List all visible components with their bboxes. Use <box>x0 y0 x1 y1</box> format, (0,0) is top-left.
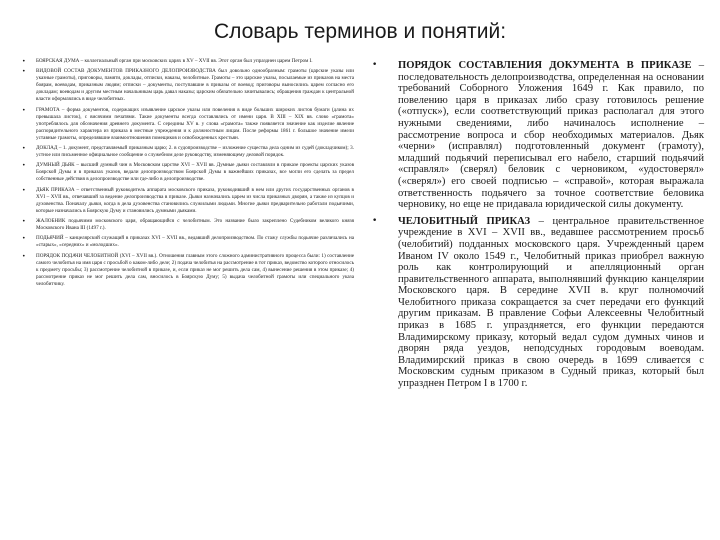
glossary-term: ЖАЛОБНИК <box>36 218 66 225</box>
bullet-icon: • <box>372 60 378 70</box>
right-column <box>372 60 704 395</box>
bullet-icon: • <box>22 235 26 243</box>
glossary-item <box>22 235 354 249</box>
glossary-definition: – коллегиальный орган при московских царях в XV – XVII вв. Этот орган был упразднен царем Петром I. <box>79 58 313 64</box>
bullet-icon: • <box>22 58 26 65</box>
glossary-item <box>22 218 354 232</box>
glossary-term: ПОРЯДОК ПОДАЧИ ЧЕЛОБИТНОЙ <box>36 252 119 259</box>
glossary-definition: подьячими московского царя, обращающийся с челобитным. Это название было закреплено Судебником великого князя Московского Ивана III (1497 г.). <box>36 218 354 232</box>
bullet-icon: • <box>22 68 26 76</box>
bullet-icon: • <box>22 162 26 170</box>
bullet-icon: • <box>372 215 378 226</box>
glossary-item <box>22 253 354 288</box>
glossary-term: ДОКЛАД <box>36 145 58 152</box>
bullet-icon: • <box>22 186 26 194</box>
glossary-item <box>22 187 354 215</box>
glossary-term: БОЯРСКАЯ ДУМА <box>36 58 80 64</box>
glossary-definition: был довольно однообразным: грамоты (царские указы или указные грамоты), приговоры, памяти, доклады, отписки, наказы, челобитные. Грамоты – это царские указы, посылаемые из приказов на места боярам, воеводам, приказным людям; отписки – документы, поступавшие в приказы от воевод; приговоры выносились царем согласно его докладам; воеводам и другим местным начальникам царь давал наказы; царским обязательно зачитывались; обращения граждан к центральной власти оформлялись в виде челобитных. <box>36 68 355 103</box>
glossary-item <box>22 145 354 159</box>
bullet-icon: • <box>22 106 26 114</box>
glossary-item <box>22 162 354 183</box>
glossary-term: ДЬЯК ПРИКАЗА <box>36 186 75 193</box>
left-column <box>22 58 354 291</box>
glossary-term: ЧЕЛОБИТНЫЙ ПРИКАЗ <box>398 215 531 227</box>
glossary-term: ВИДОВОЙ СОСТАВ ДОКУМЕНТОВ ПРИКАЗНОГО ДЕЛОПРОИЗВОДСТВА <box>36 68 216 75</box>
page-title: Словарь терминов и понятий: <box>213 20 507 43</box>
glossary-definition: (XVI – XVII вв.). Отношения главным этого сложного административного процесса были: 1) составление самого челобитья на имя царя с просьбой о каком-либо деле; 2) подача челобитья на рассмотрение в тот приказ, ведомство которого относилось к предмету просьбы; 3) рассмотрение челобитной в приказе, и, если приказ не мог решить дела сам, 4) вынесение решения в этом приказе; 4) рассмотрение приказ не мог решить дела сам, вносилось в Боярскую Думу; 5) выдача челобитной грамоты или специального указа челобитчику. <box>36 252 354 287</box>
glossary-definition: – 1. документ, представляемый приказным царю; 2. в судопроизводстве – изложение существа дела одним из судей (докладчиком); 3. устное или письменное официальное сообщение о служебном деле руководству, изменяющему деловой порядок. <box>36 145 354 159</box>
glossary-term: ПОДЬЯЧИЙ <box>36 235 64 242</box>
bullet-icon: • <box>22 145 26 153</box>
glossary-item <box>22 68 354 103</box>
bullet-icon: • <box>22 252 26 260</box>
glossary-item <box>372 216 704 390</box>
glossary-term: ДУМНЫЙ ДЬЯК <box>36 162 75 169</box>
glossary-item <box>22 58 354 65</box>
glossary-term: ГРАМОТА <box>36 106 60 113</box>
glossary-term: ПОРЯДОК СОСТАВЛЕНИЯ ДОКУМЕНТА В ПРИКАЗЕ <box>398 60 692 71</box>
glossary-definition: – высший думный чин в Московском царстве XVI – XVII вв. Думные дьяки составляли в приказе проекты царских указов Боярской Думы и в приказах указов, ведали делопроизводством Боярской Думы в важнейших приказах, все могли его сделать за предел собственные действия в делопроизводстве или где-либо в делопроизводстве. <box>36 162 354 183</box>
glossary-definition: – центральное правительственное учреждение в XVI – XVII вв., ведавшее рассмотрением просьб (челобитий) подданных московского царя. Учрежденный царем Иваном IV около 1549 г., Челобитный приказ приобрел важную роль как контролирующий и апелляционный орган правительственного аппарата, выполнявший функцию канцелярии Московского царя. В середине XVII в. круг полномочий Челобитного приказа сокращается за счет передачи его функций другим приказам. В правление Софьи Алексеевны Челобитный приказ в 1685 г. упраздняется, его функции передаются Владимирскому приказу, который ведал судом думных чинов и дворян ряда уездов, неподсудных городовым воеводам. Владимирский приказ в свою очередь в 1699 сливается с Московским судным приказом в Судный приказ, который был упразднен Петром I в 1700 г. <box>398 215 705 390</box>
glossary-definition: – форма документов, содержащих изъявление царское указы или повеления в виде больших широких листов бумаги (длина их превышала листок), с висячими печатями. Такие документы всегда составлялись от имени царя. В XIII – XIX вв. слово «грамота» употреблялось для обозначения древнего документа. С середины XV в. у слова «грамота» также появляется значение как изделие явление распорядительного характера из приказа в местные учреждения и к должностным лицам. После реформы 1861 г. большое значение имели уставные грамоты, определявшие взаимоотношения помещиков и освобожденных крестьян. <box>36 106 354 141</box>
bullet-icon: • <box>22 218 26 226</box>
glossary-definition: – последовательность делопроизводства, определенная на основании требований Соборного Уложения 1649 г. Как правило, по повелению царя в приказах либо сразу готовилось решение («отпуск»), если соответствующий приказ располагал для этого нужными сведениями, либо начиналось исполнение – рассмотрение вопроса и сбор необходимых материалов. Дьяк «черни» (исправлял) подготовленный документ (грамоту), младший подьячий переписывал его набело, старший подьячий «справлял» (сверял) беловик с черновиком, «удостоверял» («сверял») его своей подписью – «справой», которая выражала ответственность подьячего за точное соответствие беловика черновику, но еще не придавала юридической силы документу. <box>398 60 705 211</box>
glossary-item <box>372 60 704 211</box>
glossary-definition: – ответственный руководитель аппарата московского приказа, руководивший в нем или других государственных органов в XVI – XVII вв., отвечавший за ведение делопроизводства в приказе. Дьяки назначались царем из числа приказных дворян, а также из купцов и духовенства. Поначалу дьяки, когда в дела духовенства становились служилыми людьми. Многие дьяки предварительно работали подьячими, которые назначались в Боярскую Думу и становились думными дьяками. <box>36 186 354 214</box>
glossary-item <box>22 107 354 142</box>
glossary-definition: – канцелярский служащий в приказах XVI – XVII вв., ведавший делопроизводством. По стажу службы подьячие различались на «старых», «середних» и «молодших». <box>36 235 354 249</box>
